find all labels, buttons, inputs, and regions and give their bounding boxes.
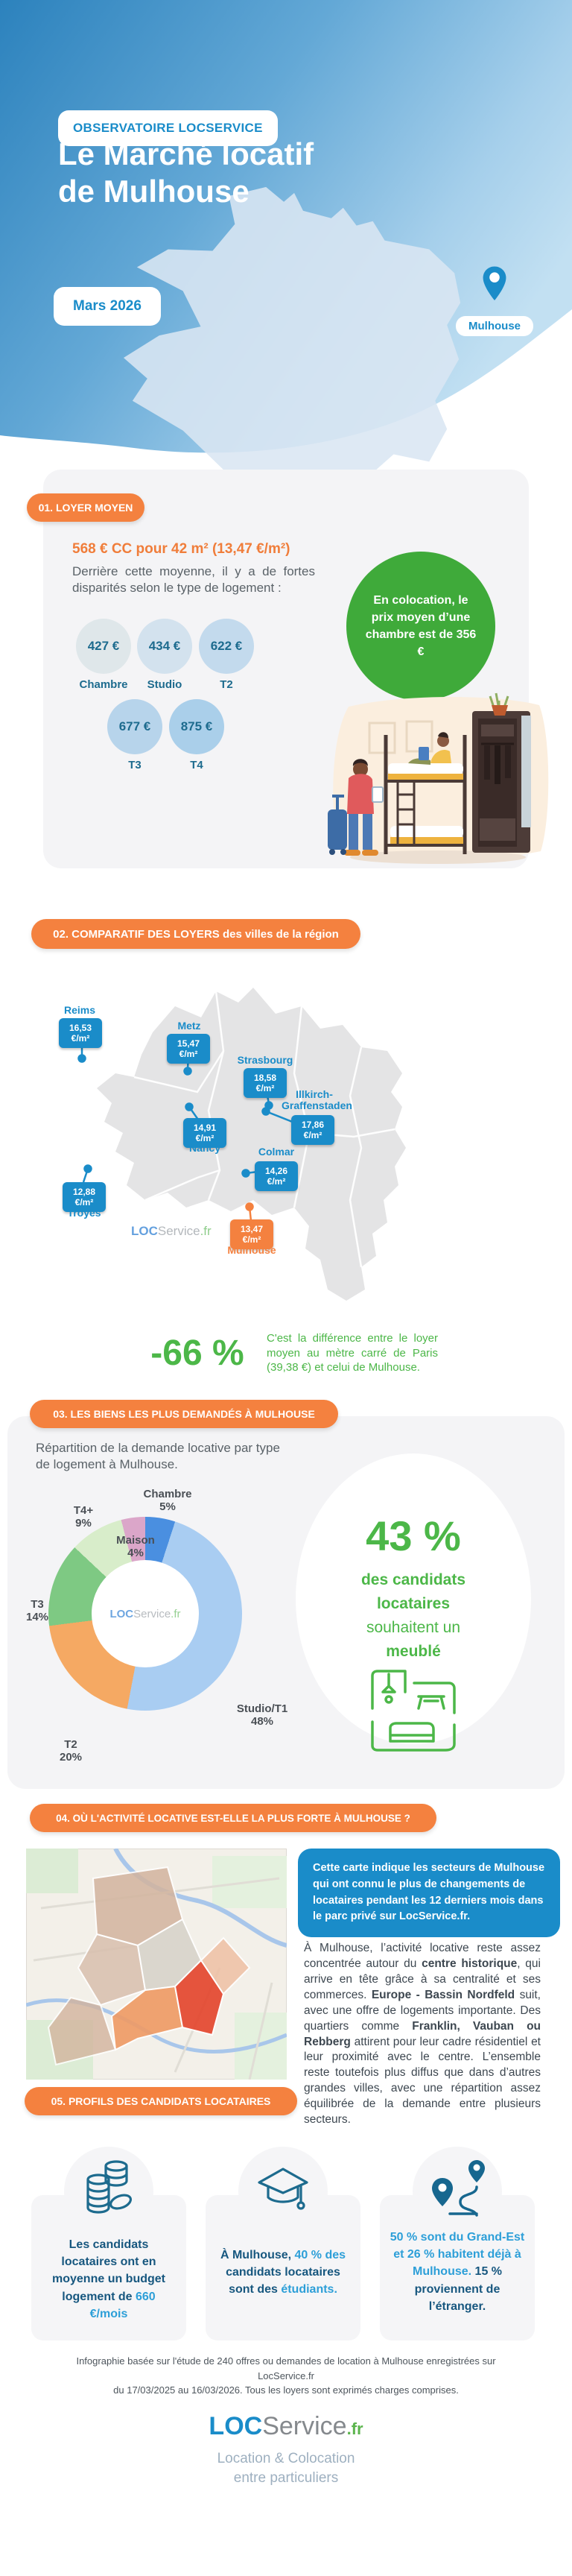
observatoire-badge: OBSERVATOIRE LOCSERVICE — [58, 110, 278, 146]
coins-icon — [83, 2159, 134, 2218]
price-bubble-t4: 875 € — [169, 699, 224, 754]
colocation-note-circle — [346, 552, 495, 701]
price-label-t4: T4 — [190, 759, 203, 771]
city-tag-mulhouse: 13,47 €/m² — [230, 1219, 273, 1249]
stat-43: 43 % — [366, 1512, 461, 1559]
city-tag-metz: 15,47 €/m² — [167, 1034, 210, 1064]
section4-callout: Cette carte indique les secteurs de Mulhouse qui ont connu le plus de changements de locataires pendant les 12 derniers mois dans le parc privé sur LocService.fr. — [298, 1849, 560, 1937]
section1-badge: 01. LOYER MOYEN — [27, 493, 144, 522]
price-bubble-t3: 677 € — [107, 699, 162, 754]
mulhouse-sector-map — [26, 1849, 287, 2080]
footer-disclaimer — [48, 2354, 524, 2398]
section4-paragraph: À Mulhouse, l’activité locative reste assez concentrée autour du centre historique, qui arrive en tête grâce à sa centralité et ses commerces. Europe - Bassin Nordfeld suit, avec une offre de logements importante. Des quartiers comme Franklin, Vauban ou Rebberg attirent pour leur cadre résidentiel et leur proximité avec le centre. L’ensemble reste toutefois plus diffus que dans d’autres grandes villes, avec une répartition assez équilibrée de la demande entre plusieurs secteurs. — [304, 1942, 541, 2127]
logo-loc: LOC — [209, 2412, 263, 2440]
profile-card2-text: À Mulhouse, 40 % des candidats locataires sont des étudiants. — [220, 2249, 346, 2296]
locservice-logo — [0, 2412, 572, 2441]
section3-intro: Répartition de la demande locative par type de logement à Mulhouse. — [36, 1441, 280, 1472]
donut-label-chambre: Chambre 5% — [143, 1488, 192, 1514]
stat-43-line1: des candidats — [360, 1571, 466, 1588]
city-name-illkirch: Illkirch-Graffenstaden — [282, 1088, 352, 1112]
price-label-chambre: Chambre — [79, 678, 128, 691]
city-tag-colmar: 14,26 €/m² — [255, 1161, 298, 1191]
donut-hole — [92, 1560, 199, 1667]
footer-disclaimer-line1: Infographie basée sur l'étude de 240 offres ou demandes de location à Mulhouse enregistrées sur LocService.fr — [76, 2355, 496, 2381]
price-bubble-chambre: 427 € — [76, 619, 131, 674]
page-title — [58, 136, 314, 211]
page-title-line2: de Mulhouse — [58, 174, 250, 209]
colocation-note-text: En colocation, le prix moyen d’une chambre est de 356 € — [365, 593, 477, 659]
stat-minus66-caption: C'est la différence entre le loyer moyen au mètre carré de Paris (39,38 €) et celui de Mulhouse. — [267, 1332, 438, 1374]
watermark-service: Service — [157, 1224, 200, 1238]
price-label-t3: T3 — [128, 759, 142, 771]
price-label-t2: T2 — [220, 678, 233, 691]
city-name-strasbourg: Strasbourg — [237, 1054, 293, 1066]
price-label-studio: Studio — [147, 678, 182, 691]
city-tag-reims: 16,53 €/m² — [59, 1018, 102, 1048]
donut-label-maison: Maison 4% — [116, 1534, 155, 1560]
city-tag-nancy: 14,91 €/m² — [183, 1118, 226, 1148]
footer-disclaimer-line2: du 17/03/2025 au 16/03/2026. Tous les loyers sont exprimés charges comprises. — [113, 2384, 459, 2396]
donut-label-studio: Studio/T1 48% — [236, 1702, 288, 1729]
city-name-mulhouse: Mulhouse — [227, 1244, 276, 1256]
price-bubble-studio: 434 € — [137, 619, 192, 674]
colocation-illustration — [326, 692, 553, 869]
city-name-reims: Reims — [63, 1004, 96, 1016]
date-badge: Mars 2026 — [54, 287, 161, 326]
section1-subtext: Derrière cette moyenne, il y a de fortes disparités selon le type de logement : — [72, 564, 315, 596]
locservice-watermark-donut: LOCService.fr — [109, 1607, 181, 1620]
logo-tagline — [0, 2449, 572, 2487]
profile-card1-text: Les candidats locataires ont en moyenne un budget logement de 660 €/mois — [52, 2238, 165, 2320]
page-title-line1: Le Marché locatif — [58, 136, 314, 171]
watermark-fr: .fr — [200, 1224, 212, 1238]
mulhouse-pin-label: Mulhouse — [456, 316, 533, 336]
section1-headline: 568 € CC pour 42 m² (13,47 €/m²) — [72, 541, 290, 557]
watermark-loc: LOC — [131, 1224, 158, 1238]
stat-43-line4: meublé — [386, 1643, 441, 1660]
stat-43-line2: locataires — [376, 1595, 451, 1612]
mulhouse-pin-icon — [481, 265, 508, 303]
graduation-cap-icon — [256, 2163, 310, 2217]
section5-badge: 05. PROFILS DES CANDIDATS LOCATAIRES — [25, 2087, 297, 2115]
section2-badge: 02. COMPARATIF DES LOYERS des villes de la région — [31, 919, 360, 949]
city-name-troyes: Troyes — [67, 1207, 101, 1219]
logo-fr: .fr — [346, 2419, 363, 2438]
donut-label-t4plus: T4+ 9% — [73, 1504, 94, 1530]
route-pins-icon — [430, 2159, 487, 2221]
city-name-nancy: Nancy — [188, 1142, 221, 1154]
city-tag-illkirch: 17,86 €/m² — [291, 1115, 334, 1145]
city-name-metz: Metz — [177, 1020, 201, 1032]
stat-43-line3: souhaitent un — [366, 1619, 461, 1636]
price-bubble-t2: 622 € — [199, 619, 254, 674]
section3-badge: 03. LES BIENS LES PLUS DEMANDÉS À MULHOUSE — [30, 1400, 338, 1428]
logo-service: Service — [262, 2412, 347, 2440]
section4-badge: 04. OÙ L'ACTIVITÉ LOCATIVE EST-ELLE LA PLUS FORTE À MULHOUSE ? — [30, 1804, 436, 1832]
logo-tagline-line1: Location & Colocation — [217, 2451, 355, 2466]
profile-card3-text: 50 % sont du Grand-Est et 26 % habitent déjà à Mulhouse. 15 % proviennent de l’étranger. — [390, 2231, 525, 2313]
furniture-icon — [371, 1670, 456, 1752]
city-name-colmar: Colmar — [258, 1146, 295, 1158]
locservice-watermark-map — [131, 1224, 212, 1239]
donut-label-t2: T2 20% — [59, 1738, 83, 1764]
city-tag-strasbourg: 18,58 €/m² — [244, 1068, 287, 1098]
donut-label-t3: T3 14% — [25, 1598, 49, 1624]
stat-minus66: -66 % — [150, 1333, 244, 1373]
city-tag-troyes: 12,88 €/m² — [63, 1182, 106, 1212]
logo-tagline-line2: entre particuliers — [233, 2469, 339, 2486]
